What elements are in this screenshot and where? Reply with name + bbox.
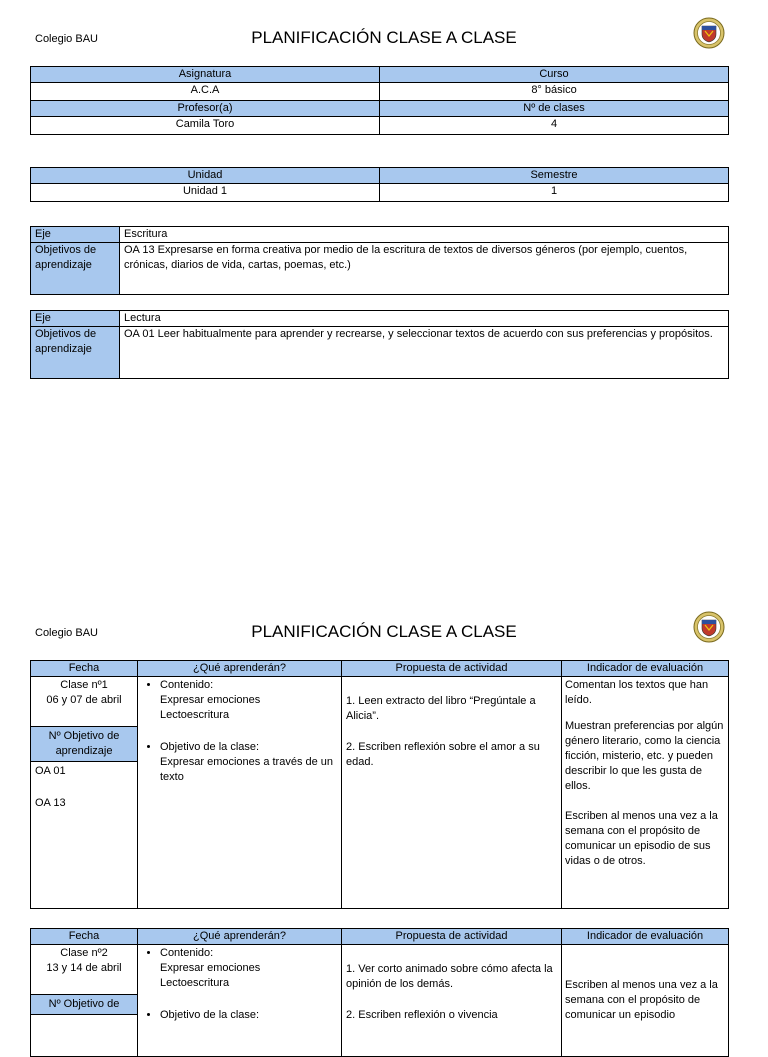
clase-number: Clase nº1 — [60, 679, 108, 691]
indicador-text: Escriben al menos una vez a la semana con el propósito de comunicar un episodio — [565, 979, 718, 1021]
objetivo-number-label: Nº Objetivo de — [31, 994, 137, 1015]
contenido-label: Contenido: — [160, 947, 214, 959]
contenido-item: Expresar emociones — [160, 962, 261, 974]
fecha-cell — [31, 677, 138, 909]
unidad-value: Unidad 1 — [31, 184, 380, 202]
indicador-header: Indicador de evaluación — [562, 929, 729, 945]
propuesta-header: Propuesta de actividad — [342, 661, 562, 677]
aprenderan-cell — [138, 677, 342, 909]
indicador-text: Comentan los textos que han leído. — [565, 679, 709, 706]
objetivo-bullet — [160, 1008, 337, 1023]
objetivo-bullet — [160, 740, 337, 785]
actividad-text: 2. Escriben reflexión o vivencia — [346, 1009, 498, 1021]
profesor-value: Camila Toro — [31, 117, 380, 135]
indicador-header: Indicador de evaluación — [562, 661, 729, 677]
curso-value: 8° básico — [380, 83, 729, 101]
objetivos-value: OA 01 Leer habitualmente para aprender y recrearse, y seleccionar textos de acuerdo con sus preferencias y propósitos. — [120, 327, 729, 379]
eje-label: Eje — [31, 227, 120, 243]
clase-number: Clase nº2 — [60, 947, 108, 959]
nclases-label: Nº de clases — [380, 101, 729, 117]
objetivos-label: Objetivos de aprendizaje — [31, 327, 120, 379]
contenido-item: Lectoescritura — [160, 709, 230, 721]
propuesta-cell — [342, 945, 562, 1057]
clase1-table — [30, 660, 729, 909]
indicador-cell — [562, 945, 729, 1057]
fecha-header: Fecha — [31, 929, 138, 945]
unidad-table — [30, 167, 729, 202]
unidad-label: Unidad — [31, 168, 380, 184]
actividad-text: 2. Escriben reflexión sobre el amor a su edad. — [346, 741, 540, 768]
indicador-cell — [562, 677, 729, 909]
eje-escritura-table — [30, 226, 729, 295]
profesor-label: Profesor(a) — [31, 101, 380, 117]
objetivos-value: OA 13 Expresarse en forma creativa por medio de la escritura de textos de diversos géneros (por ejemplo, cuentos, crónicas, diarios de vida, cartas, poemas, etc.) — [120, 243, 729, 295]
objetivo-text: Expresar emociones a través de un texto — [160, 756, 334, 783]
eje-lectura-table — [30, 310, 729, 379]
clase2-table — [30, 928, 729, 1057]
page-title: PLANIFICACIÓN CLASE A CLASE — [251, 622, 517, 641]
oa-code: OA 13 — [35, 797, 66, 809]
asignatura-label: Asignatura — [31, 67, 380, 83]
objetivo-label: Objetivo de la clase: — [160, 741, 260, 753]
indicador-text: Muestran preferencias por algún género literario, como la ciencia ficción, misterio, etc. y pueden describir lo que les gusta de ellos. — [565, 720, 724, 792]
propuesta-header: Propuesta de actividad — [342, 929, 562, 945]
objetivo-label: Objetivo de la clase: — [160, 1009, 260, 1021]
aprenderan-cell — [138, 945, 342, 1057]
clase-date: 06 y 07 de abril — [46, 694, 122, 706]
propuesta-cell — [342, 677, 562, 909]
nclases-value: 4 — [380, 117, 729, 135]
page-title: PLANIFICACIÓN CLASE A CLASE — [251, 28, 517, 47]
eje-value: Lectura — [120, 311, 729, 327]
objetivos-label: Objetivos de aprendizaje — [31, 243, 120, 295]
actividad-text: 1. Ver corto animado sobre cómo afecta la opinión de los demás. — [346, 963, 553, 990]
curso-label: Curso — [380, 67, 729, 83]
contenido-item: Lectoescritura — [160, 977, 230, 989]
contenido-bullet — [160, 946, 337, 991]
aprenderan-header: ¿Qué aprenderán? — [138, 661, 342, 677]
clase-date: 13 y 14 de abril — [46, 962, 122, 974]
school-seal-icon — [693, 17, 725, 49]
asignatura-value: A.C.A — [31, 83, 380, 101]
school-seal-icon — [693, 611, 725, 643]
objetivo-number-label: Nº Objetivo de aprendizaje — [31, 726, 137, 762]
semestre-value: 1 — [380, 184, 729, 202]
semestre-label: Semestre — [380, 168, 729, 184]
eje-value: Escritura — [120, 227, 729, 243]
fecha-header: Fecha — [31, 661, 138, 677]
fecha-cell — [31, 945, 138, 1057]
indicador-text: Escriben al menos una vez a la semana con el propósito de comunicar un episodio de sus vidas o de otros. — [565, 810, 718, 867]
eje-label: Eje — [31, 311, 120, 327]
oa-code: OA 01 — [35, 765, 66, 777]
contenido-item: Expresar emociones — [160, 694, 261, 706]
contenido-label: Contenido: — [160, 679, 214, 691]
school-name: Colegio BAU — [35, 627, 98, 639]
contenido-bullet — [160, 678, 337, 723]
school-name: Colegio BAU — [35, 33, 98, 45]
actividad-text: 1. Leen extracto del libro “Pregúntale a Alicia”. — [346, 695, 536, 722]
aprenderan-header: ¿Qué aprenderán? — [138, 929, 342, 945]
info-table — [30, 66, 729, 135]
